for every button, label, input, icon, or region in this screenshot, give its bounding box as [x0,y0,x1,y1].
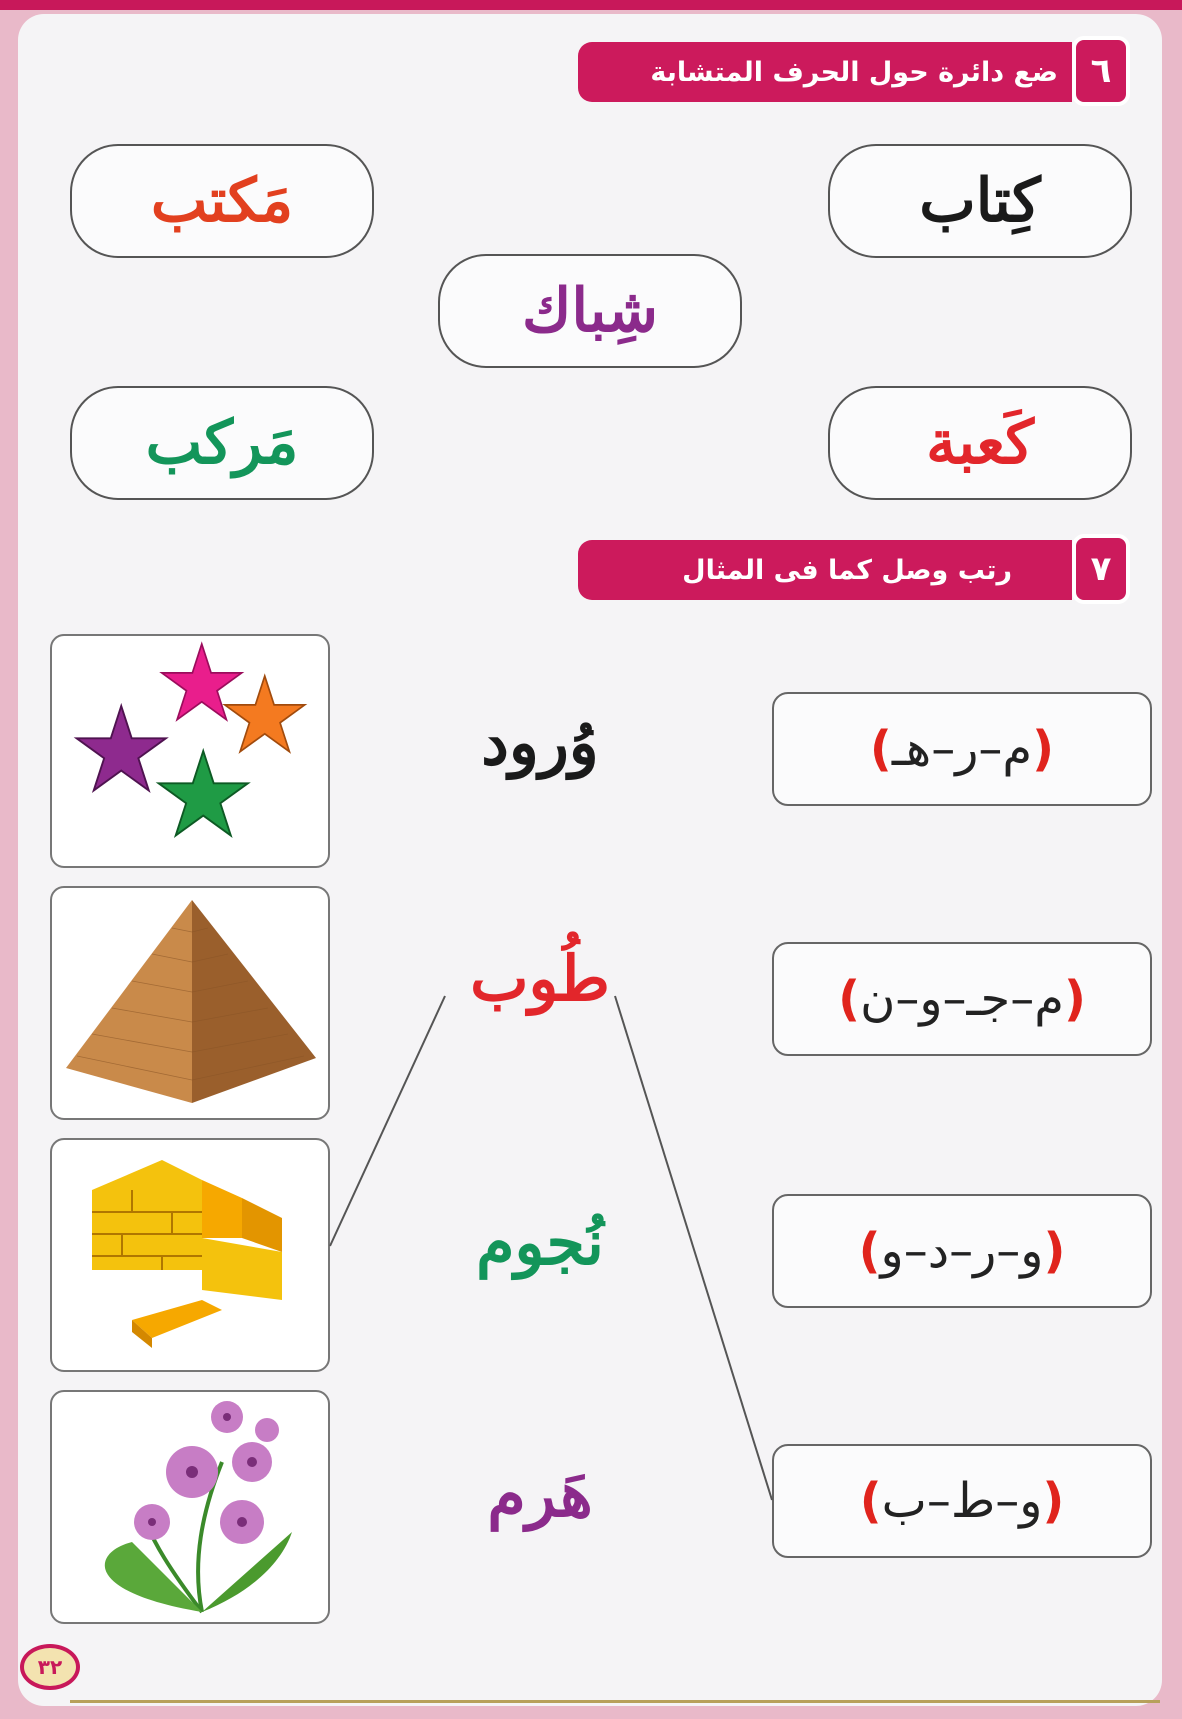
section-7-number: ٧ [1072,534,1130,604]
section-7-header [578,534,1138,604]
word-box-markab[interactable]: مَركب [70,386,374,500]
section-7-title: رتب وصل كما فى المثال [578,540,1072,600]
pyramid-image[interactable] [50,886,330,1120]
close-paren: ) [869,721,892,777]
flowers-icon [52,1392,328,1622]
letters-text: و–ر–د–و [880,1223,1044,1279]
section-6-title: ضع دائرة حول الحرف المتشابة [578,42,1072,102]
close-paren: ) [838,971,861,1027]
letters-box-1[interactable] [772,692,1152,806]
letters-box-4[interactable] [772,1444,1152,1558]
open-paren: ( [1032,721,1055,777]
bottom-divider [70,1700,1160,1703]
word-box-maktab[interactable]: مَكتب [70,144,374,258]
stars-icon [52,636,328,866]
word-box-kaaba[interactable]: كَعبة [828,386,1132,500]
letters-text: و–ط–ب [881,1473,1043,1529]
word-wurud[interactable]: وُرود [481,706,599,779]
section-6-number: ٦ [1072,36,1130,106]
stars-image[interactable] [50,634,330,868]
open-paren: ( [1043,1223,1066,1279]
top-border [0,0,1182,10]
open-paren: ( [1042,1473,1065,1529]
page-number: ٣٢ [20,1644,80,1690]
word-nujum[interactable]: نُجوم [476,1206,604,1279]
bricks-image[interactable] [50,1138,330,1372]
open-paren: ( [1063,971,1086,1027]
letters-text: م–جـ–و–ن [860,971,1064,1027]
close-paren: ) [858,1223,881,1279]
letters-text: م–ر–هـ [891,721,1033,777]
word-tub[interactable]: طُوب [470,942,610,1015]
bricks-icon [52,1140,328,1370]
word-box-kitab[interactable]: كِتاب [828,144,1132,258]
word-haram[interactable]: هَرم [487,1458,593,1531]
letters-box-2[interactable] [772,942,1152,1056]
pyramid-icon [52,888,328,1118]
flowers-image[interactable] [50,1390,330,1624]
word-box-shibak[interactable]: شِباك [438,254,742,368]
letters-box-3[interactable] [772,1194,1152,1308]
close-paren: ) [859,1473,882,1529]
section-6-header [578,36,1138,106]
